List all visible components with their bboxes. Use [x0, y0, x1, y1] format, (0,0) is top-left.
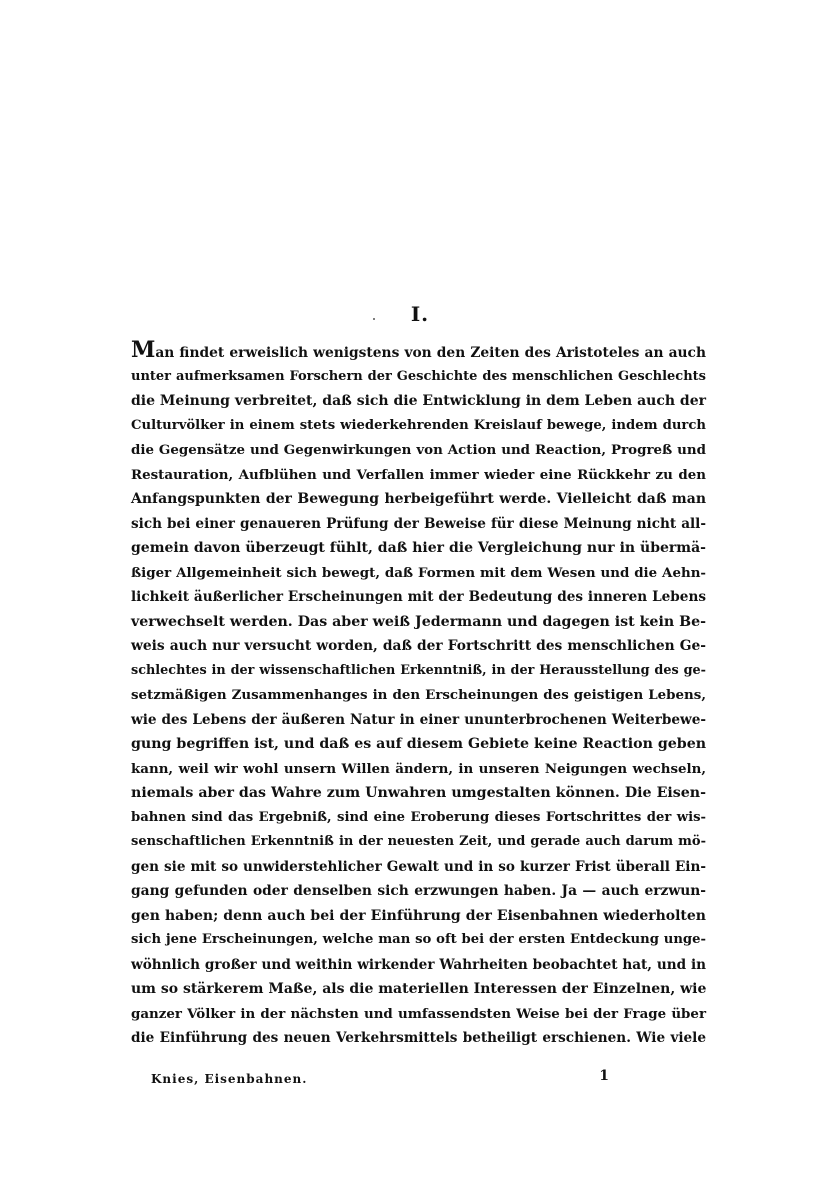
drop-cap: M [131, 337, 156, 363]
text-line: Man findet erweislich wenigstens von den Zeiten des Aristoteles an auch [131, 337, 706, 363]
chapter-heading: I. [410, 302, 430, 326]
signature-mark: Knies, Eisenbahnen. [151, 1072, 308, 1086]
sheet-number: 1 [599, 1068, 609, 1084]
text-line: gen sie mit so unwiderstehlicher Gewalt und in so kurzer Frist überall Ein- [131, 858, 706, 875]
text-line: bahnen sind das Ergebniß, sind eine Eroberung dieses Fortschrittes der wis- [131, 809, 706, 825]
text-line: lichkeit äußerlicher Erscheinungen mit der Bedeutung des inneren Lebens [131, 589, 706, 605]
text-line: Anfangspunkten der Bewegung herbeigeführt werde. Vielleicht daß man [131, 491, 706, 507]
text-line: verwechselt werden. Das aber weiß Jedermann und dagegen ist kein Be- [131, 613, 706, 630]
text-line: gemein davon überzeugt fühlt, daß hier die Vergleichung nur in übermä- [131, 540, 706, 556]
text-line: Restauration, Aufblühen und Verfallen immer wieder eine Rückkehr zu den [131, 466, 706, 483]
text-line: niemals aber das Wahre zum Unwahren umgestalten können. Die Eisen- [131, 785, 706, 801]
text-line: ßiger Allgemeinheit sich bewegt, daß Formen mit dem Wesen und die Aehn- [131, 564, 706, 581]
text-line: die Einführung des neuen Verkehrsmittels betheiligt erschienen. Wie viele [131, 1030, 706, 1046]
text-line: gang gefunden oder denselben sich erzwungen haben. Ja — auch erzwun- [131, 883, 706, 899]
text-line: die Gegensätze und Gegenwirkungen von Action und Reaction, Progreß und [131, 442, 706, 458]
text-line: die Meinung verbreitet, daß sich die Entwicklung in dem Leben auch der [131, 393, 706, 409]
text-line: wöhnlich großer und weithin wirkender Wahrheiten beobachtet hat, und in [131, 956, 706, 973]
text-line: wie des Lebens der äußeren Natur in einer ununterbrochenen Weiterbewe- [131, 711, 706, 728]
text-line: gen haben; denn auch bei der Einführung der Eisenbahnen wiederholten [131, 907, 706, 924]
text-line: kann, weil wir wohl unsern Willen ändern, in unseren Neigungen wechseln, [131, 760, 706, 777]
text-line: sich bei einer genaueren Prüfung der Beweise für diese Meinung nicht all- [131, 515, 706, 532]
text-line: senschaftlichen Erkenntniß in der neuesten Zeit, und gerade auch darum mö- [131, 834, 706, 849]
text-line: schlechtes in der wissenschaftlichen Erkenntniß, in der Herausstellung des ge- [131, 662, 706, 678]
text-line: ganzer Völker in der nächsten und umfassendsten Weise bei der Frage über [131, 1005, 706, 1022]
text-line: sich jene Erscheinungen, welche man so oft bei der ersten Entdeckung unge- [131, 932, 706, 947]
text-line: unter aufmerksamen Forschern der Geschichte des menschlichen Geschlechts [131, 368, 706, 384]
text-line: gung begriffen ist, und daß es auf diesem Gebiete keine Reaction geben [131, 736, 707, 752]
text-line: setzmäßigen Zusammenhanges in den Erscheinungen des geistigen Lebens, [131, 687, 706, 703]
print-speck [373, 318, 375, 320]
text-line: weis auch nur versucht worden, daß der Fortschritt des menschlichen Ge- [131, 638, 706, 654]
text-line: Culturvölker in einem stets wiederkehrenden Kreislauf bewege, indem durch [131, 417, 706, 433]
body-text [131, 337, 707, 1051]
page-footer [131, 1068, 609, 1090]
text-line: um so stärkerem Maße, als die materiellen Interessen der Einzelnen, wie [131, 981, 707, 997]
